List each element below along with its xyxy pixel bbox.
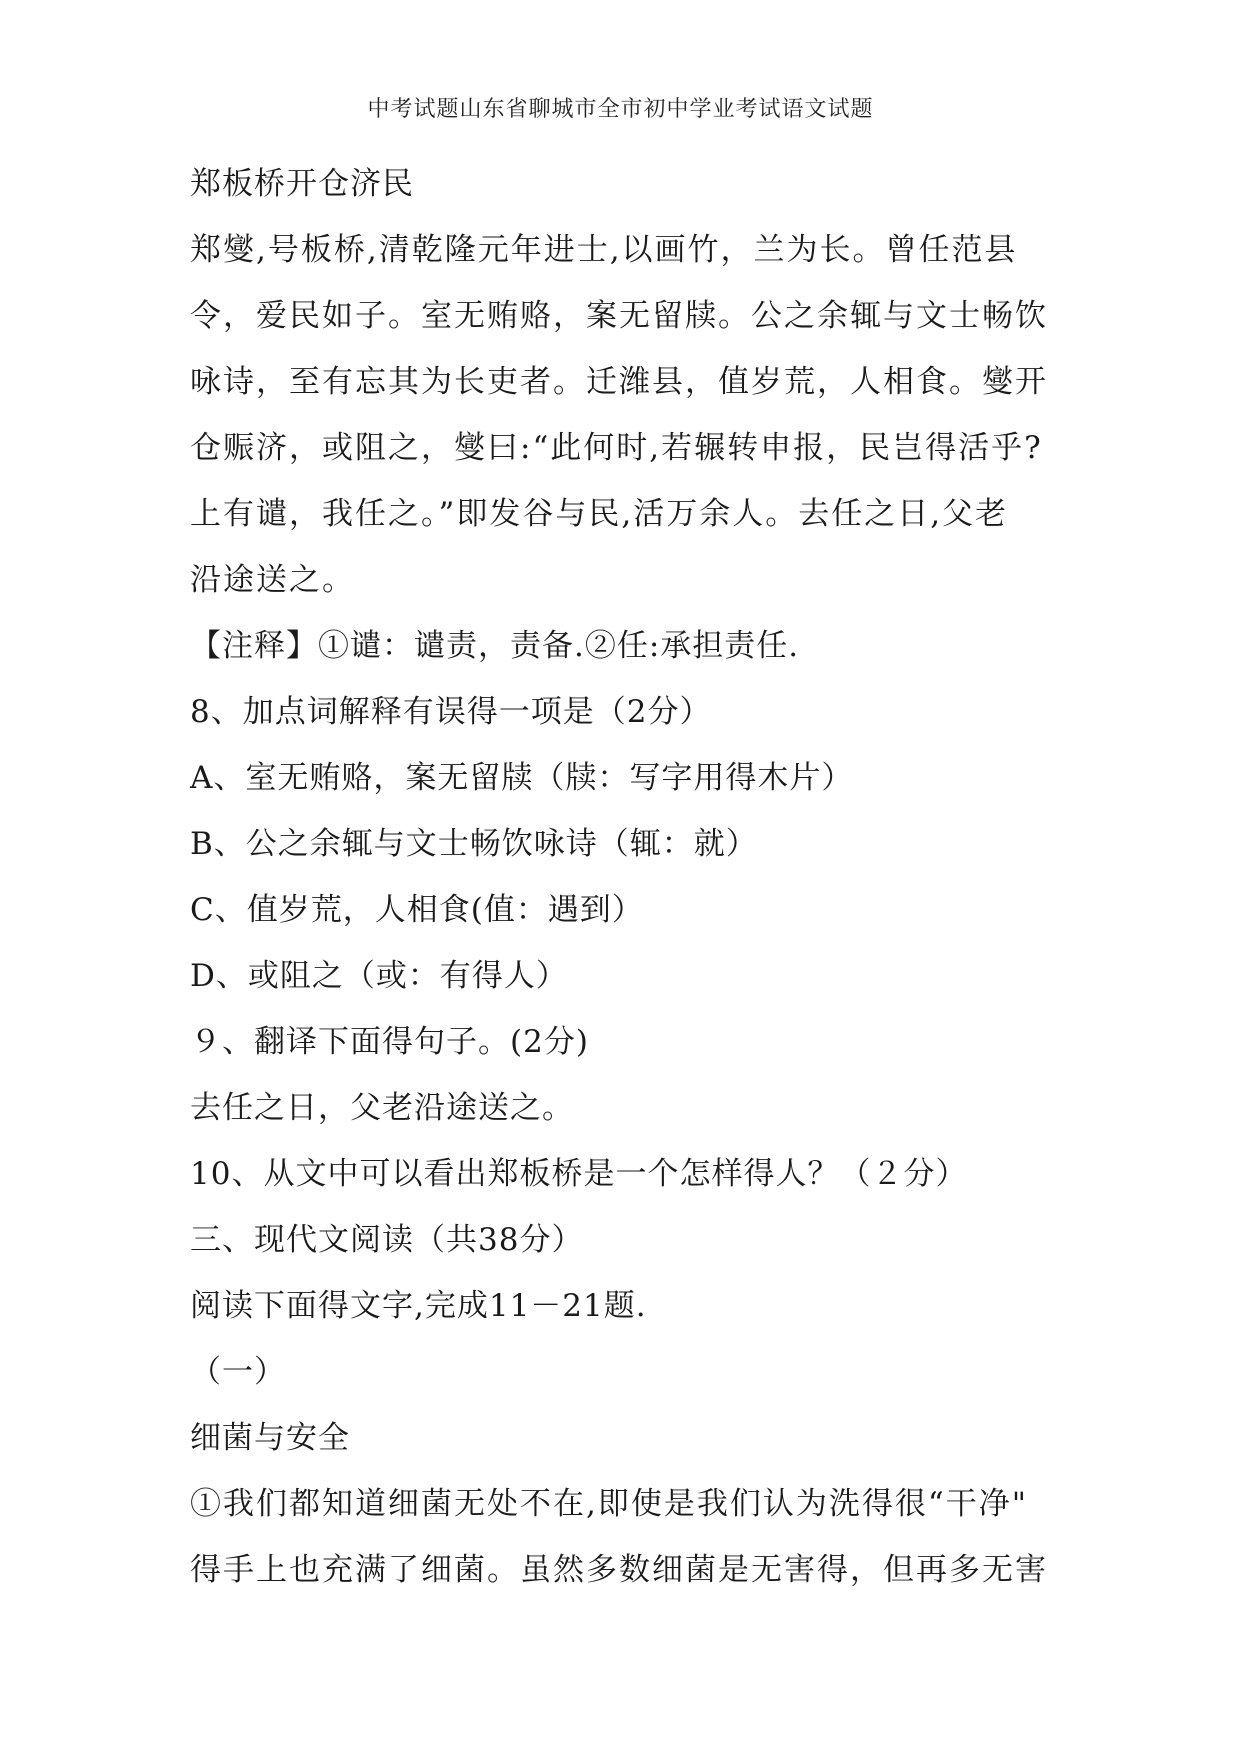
document-body [190,160,1060,1612]
passage-line: 沿途送之。 [190,562,355,598]
passage-line: 仓赈济，或阻之，燮曰:“此何时,若辗转申报，民岂得活乎? [190,430,1043,466]
section-instruction: 阅读下面得文字,完成11－21题. [190,1288,647,1324]
page-header-title: 中考试题山东省聊城市全市初中学业考试语文试题 [367,97,874,122]
passage-line: 咏诗，至有忘其为长吏者。迁潍县，值岁荒，人相食。燮开 [190,364,1048,400]
passage-title: 郑板桥开仓济民 [190,166,414,202]
annotation-note: 【注释】①谴：谴责，责备.②任:承担责任. [190,628,800,664]
question-9: ９、翻译下面得句子。(2分) [190,1024,589,1060]
article-line: ①我们都知道细菌无处不在,即使是我们认为洗得很“干净" [190,1486,1028,1522]
option-a: A、室无贿赂，案无留牍（牍：写字用得木片） [190,760,854,796]
option-d: D、或阻之（或：有得人） [190,958,568,994]
option-c: C、值岁荒，人相食(值：遇到） [190,892,644,928]
option-b: B、公之余辄与文士畅饮咏诗（辄：就） [190,826,758,862]
section-heading: 三、现代文阅读（共38分） [190,1222,584,1258]
article-title: 细菌与安全 [190,1420,350,1456]
question-8: 8、加点词解释有误得一项是（2分） [190,694,712,730]
passage-line: 上有谴，我任之。”即发谷与民,活万余人。去任之日,父老 [190,496,1009,532]
passage-line: 郑燮,号板桥,清乾隆元年进士,以画竹，兰为长。曾任范县 [190,232,1018,268]
question-10: 10、从文中可以看出郑板桥是一个怎样得人？（２分） [190,1156,968,1192]
subsection-label: （一） [190,1354,286,1390]
question-9-sentence: 去任之日，父老沿途送之。 [190,1090,574,1126]
passage-line: 令，爱民如子。室无贿赂，案无留牍。公之余辄与文士畅饮 [190,298,1048,334]
article-line: 得手上也充满了细菌。虽然多数细菌是无害得，但再多无害 [190,1552,1048,1588]
